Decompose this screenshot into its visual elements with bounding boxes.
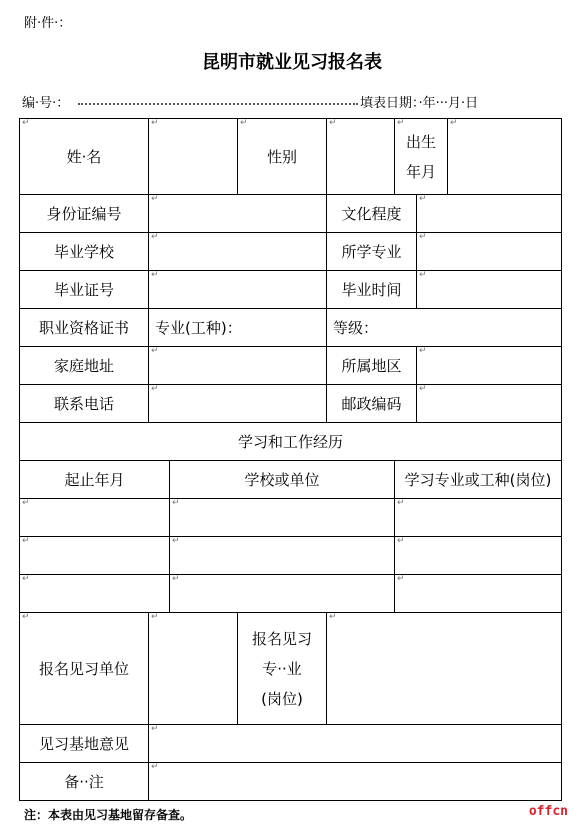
school-label-cell: 毕业学校 xyxy=(20,233,149,271)
phone-field[interactable]: ↵ xyxy=(149,385,327,423)
experience-section-title: 学习和工作经历 xyxy=(20,423,562,461)
address-label-cell: 家庭地址 xyxy=(20,347,149,385)
number-dotted-line xyxy=(78,103,358,105)
major-label-cell: 所学专业 xyxy=(327,233,417,271)
base-opinion-label-cell: 见习基地意见 xyxy=(20,725,149,763)
experience-school-field[interactable]: ↵ xyxy=(170,575,395,613)
remarks-field[interactable]: ↵ xyxy=(149,763,562,801)
fill-date-label: 填表日期：·年···月·日 xyxy=(360,96,479,111)
name-label-cell: ↵ 姓·名 xyxy=(20,119,149,195)
experience-major-field[interactable]: ↵ xyxy=(395,499,562,537)
id-number-label-cell: 身份证编号 xyxy=(20,195,149,233)
apply-unit-field[interactable]: ↵ xyxy=(149,613,238,725)
form-title: 昆明市就业见习报名表 xyxy=(202,52,382,73)
address-field[interactable]: ↵ xyxy=(149,347,327,385)
experience-major-field[interactable]: ↵ xyxy=(395,575,562,613)
certificate-label-cell: 毕业证号 xyxy=(20,271,149,309)
experience-header-school: 学校或单位 xyxy=(170,461,395,499)
postcode-label-cell: 邮政编码 xyxy=(327,385,417,423)
experience-period-field[interactable]: ↵ xyxy=(20,537,170,575)
remarks-label-cell: 备··注 xyxy=(20,763,149,801)
form-meta-row xyxy=(22,92,562,110)
id-number-field[interactable]: ↵ xyxy=(149,195,327,233)
region-label-cell: 所属地区 xyxy=(327,347,417,385)
education-label-cell: 文化程度 xyxy=(327,195,417,233)
education-field[interactable]: ↵ xyxy=(417,195,562,233)
experience-period-field[interactable]: ↵ xyxy=(20,575,170,613)
footer-note: 注：本表由见习基地留存备查。 xyxy=(24,808,193,822)
experience-row xyxy=(20,499,562,537)
experience-row xyxy=(20,575,562,613)
base-opinion-field[interactable]: ↵ xyxy=(149,725,562,763)
apply-major-label-cell: 报名见习 专··业 (岗位) xyxy=(238,613,327,725)
birth-field[interactable]: ↵ xyxy=(448,119,562,195)
postcode-field[interactable]: ↵ xyxy=(417,385,562,423)
qualification-label-cell: 职业资格证书 xyxy=(20,309,149,347)
attachment-label: 附·件·： xyxy=(24,16,72,31)
gender-label-cell: ↵ 性别 xyxy=(238,119,327,195)
birth-label-cell: ↵ 出生 年月 xyxy=(395,119,448,195)
experience-major-field[interactable]: ↵ xyxy=(395,537,562,575)
region-field[interactable]: ↵ xyxy=(417,347,562,385)
major-field[interactable]: ↵ xyxy=(417,233,562,271)
brand-watermark: offcn xyxy=(528,804,568,819)
certificate-field[interactable]: ↵ xyxy=(149,271,327,309)
grade-field[interactable]: 等级： xyxy=(327,309,562,347)
phone-label-cell: 联系电话 xyxy=(20,385,149,423)
graduation-time-field[interactable]: ↵ xyxy=(417,271,562,309)
experience-header-period: 起止年月 xyxy=(20,461,170,499)
experience-school-field[interactable]: ↵ xyxy=(170,537,395,575)
experience-school-field[interactable]: ↵ xyxy=(170,499,395,537)
experience-header-major: 学习专业或工种(岗位) xyxy=(395,461,562,499)
name-field[interactable]: ↵ xyxy=(149,119,238,195)
experience-row xyxy=(20,537,562,575)
experience-period-field[interactable]: ↵ xyxy=(20,499,170,537)
graduation-time-label-cell: 毕业时间 xyxy=(327,271,417,309)
gender-field[interactable]: ↵ xyxy=(327,119,395,195)
registration-form-table xyxy=(19,118,562,801)
specialty-field[interactable]: 专业(工种)： xyxy=(149,309,327,347)
apply-unit-label-cell: ↵ 报名见习单位 xyxy=(20,613,149,725)
form-number-label: 编·号·： xyxy=(22,96,70,111)
school-field[interactable]: ↵ xyxy=(149,233,327,271)
apply-major-field[interactable]: ↵ xyxy=(327,613,562,725)
